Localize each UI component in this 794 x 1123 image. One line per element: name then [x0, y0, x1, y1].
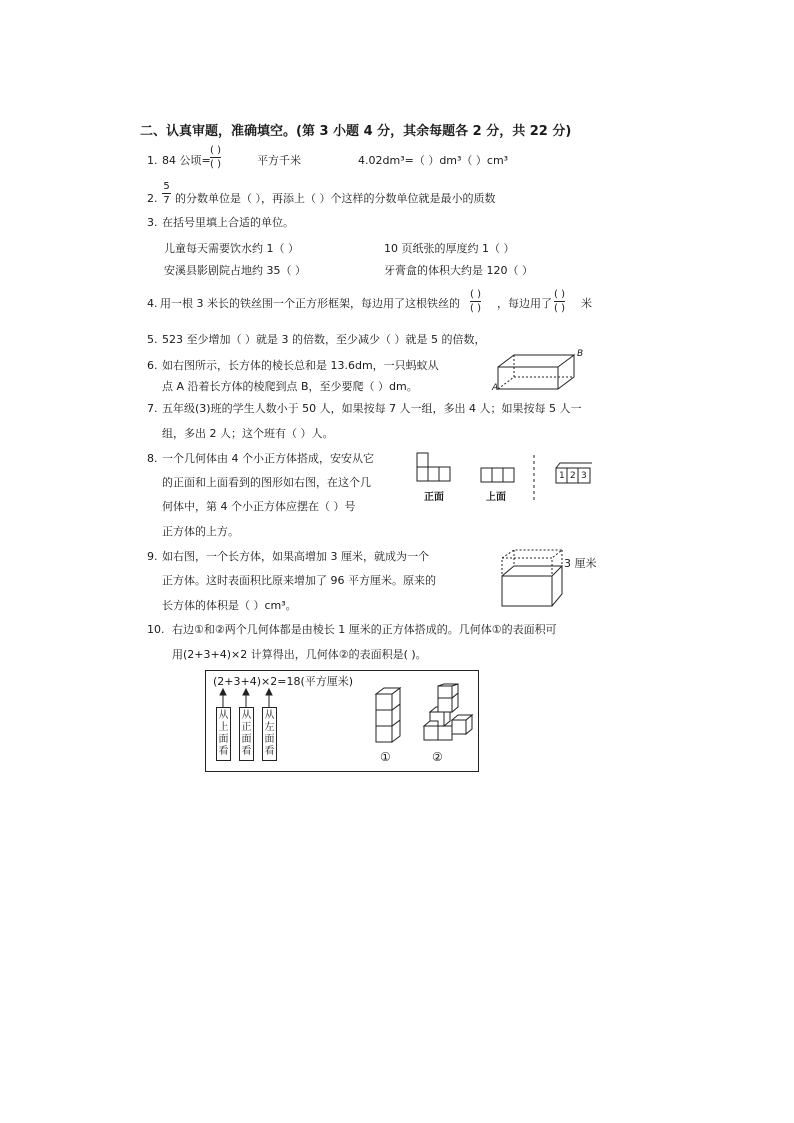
q8-line4: 正方体的上方。	[162, 525, 239, 538]
q8-top-view	[480, 467, 520, 485]
q3-item-b: 10 页纸张的厚度约 1（ ）	[384, 242, 515, 255]
q2-fraction-num: 5	[163, 181, 170, 192]
q6-label-b: B	[577, 349, 584, 359]
q1-number: 1.	[147, 154, 158, 167]
q10-view-top: 从上面看	[216, 707, 231, 761]
q1-fraction	[210, 145, 221, 170]
q10-number: 10.	[147, 623, 165, 636]
q2-fraction-den: 7	[163, 195, 170, 206]
q7-line2: 组，多出 2 人；这个班有（ ）人。	[162, 427, 334, 440]
q6-line2: 点 A 沿着长方体的棱爬到点 B，至少要爬（ ）dm。	[162, 380, 418, 393]
q10-label-2: ②	[432, 750, 443, 764]
q4-fraction-1-bottom: ( )	[470, 303, 481, 314]
q10-formula: (2+3+4)×2=18(平方厘米)	[213, 675, 354, 688]
q10-solid-1	[374, 686, 408, 746]
q4-fraction-2	[554, 289, 565, 314]
q2-fraction	[162, 181, 171, 206]
q9-label-height: 3 厘米	[564, 557, 597, 570]
q5-number: 5.	[147, 333, 158, 346]
q9-cuboid-figure	[500, 548, 565, 610]
q10-line2: 用(2+3+4)×2 计算得出，几何体②的表面积是( )。	[172, 648, 427, 661]
q1-fraction-top: ( )	[210, 145, 221, 156]
q9-number: 9.	[147, 550, 158, 563]
q8-label-top: 上面	[486, 492, 506, 503]
q10-view-arrows	[214, 689, 294, 709]
q4-fraction-2-bottom: ( )	[554, 303, 565, 314]
q9-line1: 如右图，一个长方体，如果高增加 3 厘米，就成为一个	[162, 550, 429, 563]
q4-fraction-1-top: ( )	[470, 289, 481, 300]
q8-cube-number-2: 2	[570, 471, 576, 481]
q8-cube-number-3: 3	[581, 471, 587, 481]
q3-item-d: 牙膏盒的体积大约是 120（ ）	[384, 264, 533, 277]
q6-number: 6.	[147, 359, 158, 372]
q10-view-left: 从左面看	[262, 707, 277, 761]
q8-cube-number-1: 1	[559, 471, 565, 481]
q3-item-a: 儿童每天需要饮水约 1（ ）	[164, 242, 299, 255]
q3-text: 在括号里填上合适的单位。	[162, 216, 294, 229]
q3-item-c: 安溪县影剧院占地约 35（ ）	[164, 264, 306, 277]
q9-line2: 正方体。这时表面积比原来增加了 96 平方厘米。原来的	[162, 574, 436, 587]
q10-label-1: ①	[380, 750, 391, 764]
q4-text: 用一根 3 米长的铁丝围一个正方形框架，每边用了这根铁丝的	[160, 297, 460, 310]
q4-number: 4.	[147, 297, 158, 310]
q4-fraction-1	[470, 289, 481, 314]
q10-view-front: 从正面看	[239, 707, 254, 761]
q1-left-prefix: 84 公顷=	[162, 154, 211, 167]
q10-solid-2	[420, 684, 476, 746]
q8-label-front: 正面	[424, 492, 444, 503]
q4-text2: ，每边用了	[497, 297, 552, 310]
q7-line1: 五年级(3)班的学生人数小于 50 人，如果按每 7 人一组，多出 4 人；如果按每 5 人一	[162, 402, 582, 415]
q8-line2: 的正面和上面看到的图形如右图，在这个几	[162, 476, 371, 489]
q1-left-suffix: 平方千米	[257, 154, 301, 167]
q1-fraction-bottom: ( )	[210, 159, 221, 170]
q8-line1: 一个几何体由 4 个小正方体搭成，安安从它	[162, 452, 374, 465]
q5-text: 523 至少增加（ ）就是 3 的倍数，至少减少（ ）就是 5 的倍数，	[162, 333, 486, 346]
q4-text3: 米	[581, 297, 592, 310]
q2-text: 的分数单位是（ ），再添上（ ）个这样的分数单位就是最小的质数	[175, 192, 496, 205]
q8-number: 8.	[147, 452, 158, 465]
section-title: 二、认真审题，准确填空。(第 3 小题 4 分，其余每题各 2 分，共 22 分)	[140, 124, 572, 139]
q8-front-view	[416, 452, 456, 486]
q4-fraction-2-top: ( )	[554, 289, 565, 300]
q3-number: 3.	[147, 216, 158, 229]
q8-line3: 何体中，第 4 个小正方体应摆在（ ）号	[162, 500, 356, 513]
q10-line1: 右边①和②两个几何体都是由棱长 1 厘米的正方体搭成的。几何体①的表面积可	[172, 623, 557, 636]
q7-number: 7.	[147, 402, 158, 415]
q2-number: 2.	[147, 192, 158, 205]
q1-right: 4.02dm³=（ ）dm³（ ）cm³	[358, 154, 509, 167]
q8-divider-line	[533, 455, 537, 503]
q9-line3: 长方体的体积是（ ）cm³。	[162, 599, 297, 612]
q6-line1: 如右图所示，长方体的棱长总和是 13.6dm，一只蚂蚁从	[162, 359, 439, 372]
q6-label-a: A	[492, 383, 499, 393]
